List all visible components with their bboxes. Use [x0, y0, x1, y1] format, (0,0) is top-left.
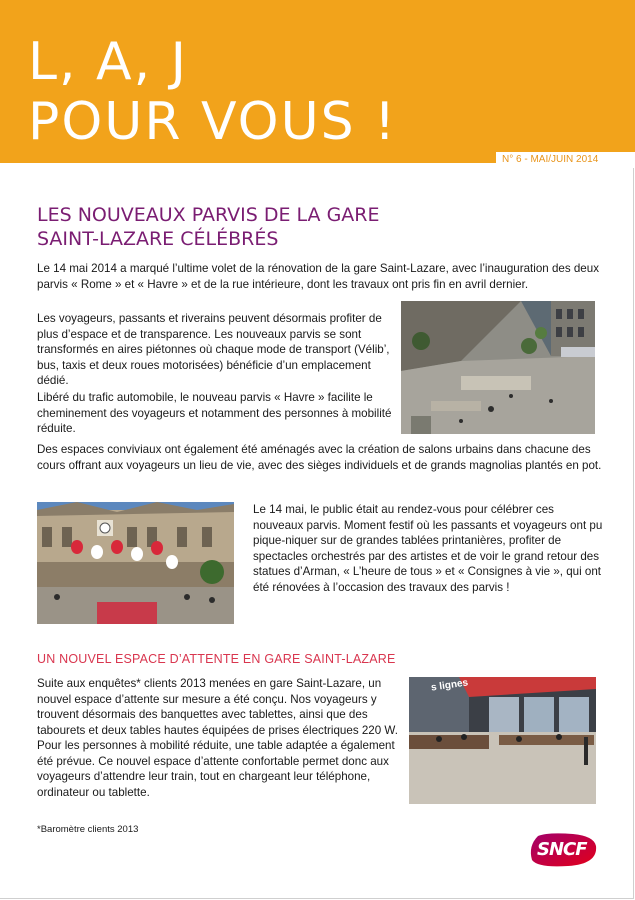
title-line-1: L, A, J — [28, 32, 188, 92]
article-1-paragraph-5: Le 14 mai, le public était au rendez-vous pour célébrer ces nouveaux parvis. Moment festif où les passants et voyageurs ont pu pique-niquer sur de grandes tablées printanières, profiter de spectacles orchestrés par des artistes et de voir le grand retour des statues d’Arman, « L’heure de tous » et « Consignes à vie », qui ont été rénovées à l’occasion des travaux des parvis ! — [253, 503, 603, 594]
forecourt-aerial-photo — [401, 301, 595, 434]
article-1-title-line-2: SAINT-LAZARE CÉLÉBRÉS — [37, 228, 279, 250]
article-1-intro: Le 14 mai 2014 a marqué l’ultime volet de la rénovation de la gare Saint-Lazare, avec l’inauguration des deux parvis « Rome » et « Havre » et de la rue intérieure, dont les travaux ont pris fin en avril dernier. — [37, 262, 600, 291]
platform-sign-text: s lignes — [430, 677, 469, 694]
newsletter-title — [28, 32, 397, 152]
waiting-area-photo — [409, 677, 596, 804]
sncf-logo — [528, 832, 598, 868]
footnote: *Baromètre clients 2013 — [37, 824, 139, 835]
article-1-title-line-1: LES NOUVEAUX PARVIS DE LA GARE — [37, 204, 380, 226]
article-2-title: UN NOUVEL ESPACE D’ATTENTE EN GARE SAINT-LAZARE — [37, 652, 396, 666]
article-1-paragraph-2: Les voyageurs, passants et riverains peuvent désormais profiter de plus d’espace et de transparence. Les nouveaux parvis se sont transformés en aires piétonnes où chaque mode de transport (Vélib’, bus, taxis et deux roues motorisées) bénéficie d’un emplacement dédié. — [37, 312, 390, 387]
title-line-2: POUR VOUS ! — [28, 92, 398, 152]
article-1-paragraph-3: Libéré du trafic automobile, le nouveau parvis « Havre » facilite le cheminement des voyageurs et notamment des personnes à mobilité réduite. — [37, 391, 392, 435]
article-1-title — [37, 203, 380, 251]
sncf-logo-text: SNCF — [537, 839, 587, 860]
header-banner — [0, 0, 635, 163]
article-1-paragraph-4: Des espaces conviviaux ont également été aménagés avec la création de salons urbains dans chacune des cours offrant aux voyageurs un lieu de vie, avec des sièges individuels et de grands magnolias plantés en pot. — [37, 443, 602, 472]
issue-number: N° 6 - MAI/JUIN 2014 — [496, 152, 635, 168]
station-facade-photo — [37, 502, 234, 624]
article-2-body: Suite aux enquêtes* clients 2013 menées en gare Saint-Lazare, un nouvel espace d’attente sur mesure a été conçu. Nos voyageurs y trouvent désormais des banquettes avec tablettes, ainsi que des tabourets et deux tables hautes équipées de prises électriques 220 W. Pour les personnes à mobilité réduite, une table adaptée a également été prévue. Ce nouvel espace d’attente confortable permet donc aux voyageurs d’attendre leur train, tout en chargeant leur téléphone, ordinateur ou tablette. — [37, 677, 398, 799]
